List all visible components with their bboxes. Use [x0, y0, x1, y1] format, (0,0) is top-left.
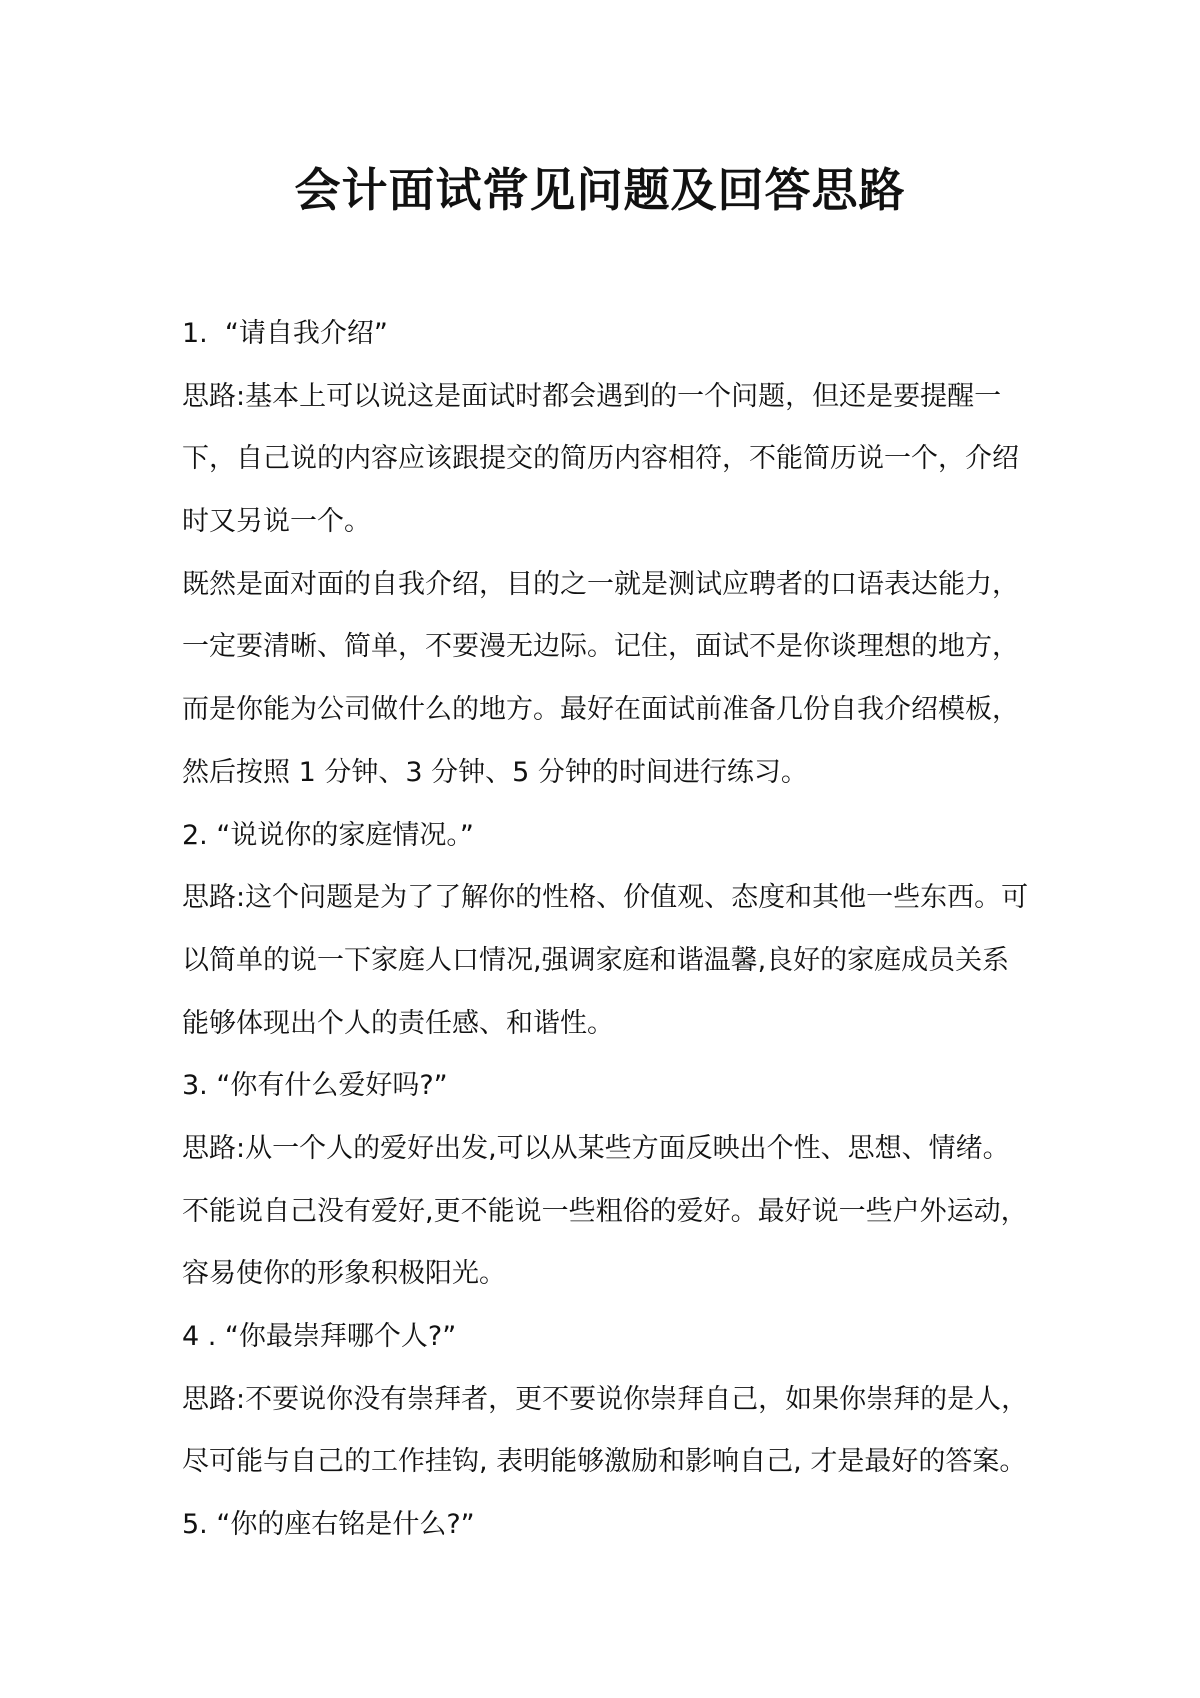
- answer-3-line-2: 不能说自己没有爱好,更不能说一些粗俗的爱好。最好说一些户外运动，: [182, 1195, 1028, 1227]
- question-5-heading: 5. “你的座右铭是什么?”: [182, 1509, 475, 1541]
- answer-1-line-6: 而是你能为公司做什么的地方。最好在面试前准备几份自我介绍模板，: [182, 694, 1019, 726]
- answer-3-line-1: 思路:从一个人的爱好出发,可以从某些方面反映出个性、思想、情绪。: [182, 1132, 1010, 1164]
- answer-1-line-2: 下，自己说的内容应该跟提交的简历内容相符，不能简历说一个，介绍: [182, 443, 1019, 475]
- answer-4-line-2: 尽可能与自己的工作挂钩, 表明能够激励和影响自己, 才是最好的答案。: [182, 1446, 1027, 1478]
- answer-3-line-3: 容易使你的形象积极阳光。: [182, 1258, 506, 1290]
- answer-1-line-7: 然后按照 1 分钟、3 分钟、5 分钟的时间进行练习。: [182, 756, 808, 788]
- answer-1-line-4: 既然是面对面的自我介绍，目的之一就是测试应聘者的口语表达能力，: [182, 568, 1019, 600]
- answer-4-line-1: 思路:不要说你没有崇拜者，更不要说你崇拜自己，如果你崇拜的是人，: [182, 1383, 1029, 1415]
- answer-2-line-1: 思路:这个问题是为了了解你的性格、价值观、态度和其他一些东西。可: [182, 882, 1029, 914]
- question-4-heading: 4 . “你最崇拜哪个人?”: [182, 1321, 457, 1352]
- question-2-heading: 2. “说说你的家庭情况。”: [182, 819, 474, 851]
- answer-1-line-3: 时又另说一个。: [182, 506, 371, 538]
- question-1-heading: 1. “请自我介绍”: [182, 318, 388, 349]
- answer-2-line-3: 能够体现出个人的责任感、和谐性。: [182, 1007, 614, 1039]
- answer-2-line-2: 以简单的说一下家庭人口情况,强调家庭和谐温馨,良好的家庭成员关系: [182, 944, 1010, 976]
- answer-1-line-5: 一定要清晰、简单，不要漫无边际。记住，面试不是你谈理想的地方，: [182, 631, 1019, 663]
- answer-1-line-1: 思路:基本上可以说这是面试时都会遇到的一个问题，但还是要提醒一: [182, 380, 1002, 412]
- question-3-heading: 3. “你有什么爱好吗?”: [182, 1070, 448, 1102]
- document-title: 会计面试常见问题及回答思路: [294, 163, 906, 217]
- document-body: [182, 303, 1029, 1557]
